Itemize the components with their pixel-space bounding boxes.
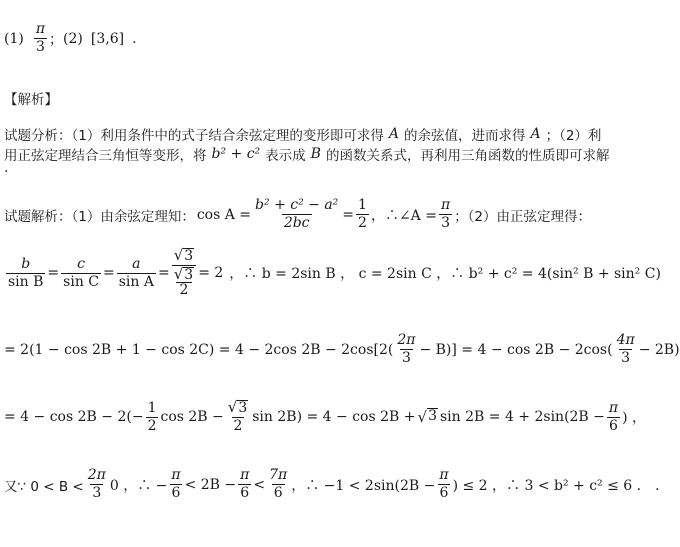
solution-line-5: 又∵ 0 < B < $\frac{2\pi}{3}$ 0 ，∴ − $\frac{\pi}{6}$ < 2B − $\frac{\pi}{6}$ < $\frac{7\pi}{6}$ ，∴ −1 < 2sin(2B − $\frac{\pi}{6}$ ) ≤ 2 ，∴ 3 < b² + c² ≤ 6 ． ．: [4, 467, 670, 501]
section-heading: 【解析】: [4, 92, 58, 108]
solution-line-3: = 2(1 − cos 2B + 1 − cos 2C) = 4 − 2cos 2B − 2cos[2( $\frac{2\pi}{3}$ − B)] = 4 − cos 2B − 2cos( $\frac{4\pi}{3}$ − 2B): [4, 332, 680, 366]
analysis-line-3: .: [4, 160, 9, 176]
solution-line-4: = 4 − cos 2B − 2(− $\frac{1}{2}$ cos 2B − √ 3 2 sin 2B) = 4 − cos 2B + √ 3 sin 2B = 4 + 2sin(2B − $\frac{\pi}{6}$ ) ，: [4, 398, 647, 434]
fraction-pi-3: $\frac{\pi}{3}$: [440, 197, 451, 231]
answer-interval: [3,6]: [90, 30, 125, 47]
solution-line-1: 试题解析：（1）由余弦定理知： cos A = $\frac{\text{b² + c² − a²}}{2bc}$ = $\frac{1}{2}$ ，∴∠A = $\frac{\pi}{3}$ ；（2）由正弦定理得：: [4, 197, 592, 231]
sqrt3-over-sqrt3-half: √ 3 √ 3 2: [172, 248, 196, 298]
analysis-line-2: 用正弦定理结合三角恒等变形，将 b² + c² 表示成 B 的函数关系式，再利用三角函数的性质即可求解: [4, 146, 610, 164]
cosine-law-fraction: $\frac{\text{b² + c² − a²}}{2bc}$: [255, 197, 339, 231]
answer-part1-label: (1): [4, 30, 24, 47]
fraction-one-half: $\frac{1}{2}$: [358, 197, 367, 231]
answer-part2-label: (2): [63, 30, 83, 47]
answer-line: (1) $\frac{\pi}{3}$ ； (2) [3,6] .: [4, 21, 137, 55]
solution-line-sines: $\frac{b}{\text{sin B}}$ = $\frac{c}{\text{sin C}}$ = $\frac{a}{\text{sin A}}$ = √ 3 √ 3 2 = 2 ，∴ b = 2sin B ， c = 2sin C ，∴ b² + c² = 4(sin² B + sin² C): [8, 246, 661, 298]
analysis-line-1: 试题分析：（1）利用条件中的式子结合余弦定理的变形即可求得 A 的余弦值，进而求得 A ；（2）利: [4, 126, 602, 144]
answer-fraction-pi-3: $\frac{\pi}{3}$: [35, 21, 46, 55]
